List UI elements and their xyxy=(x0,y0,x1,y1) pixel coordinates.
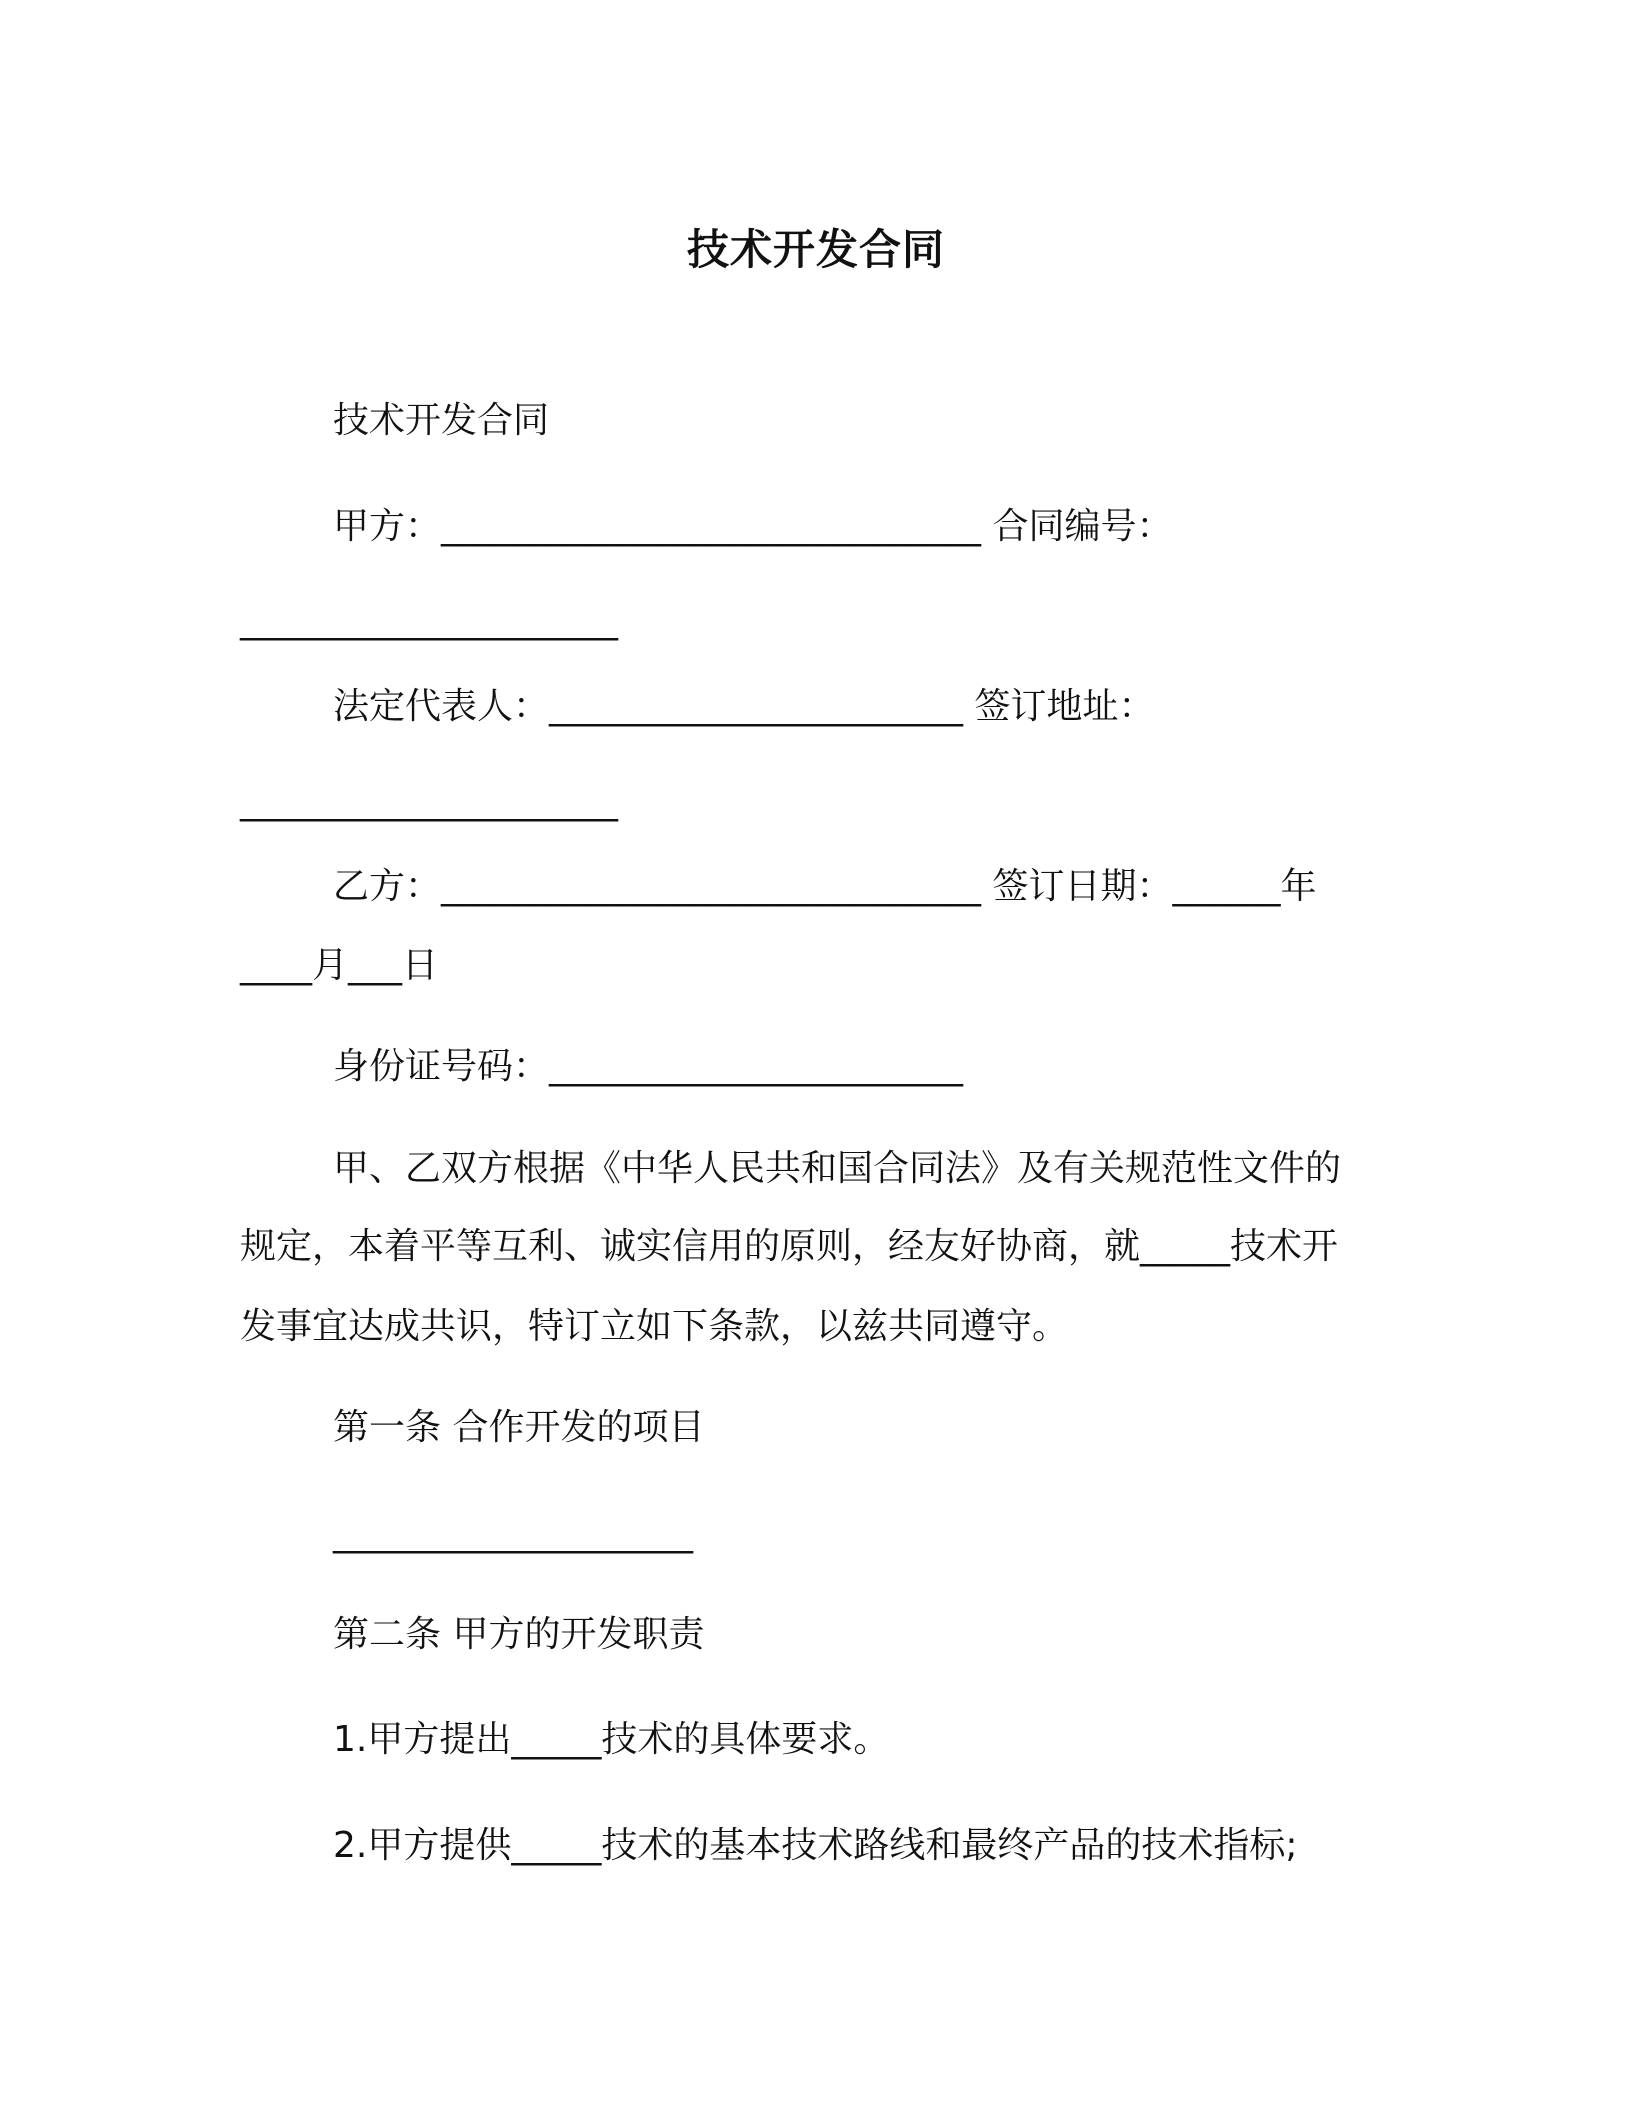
preamble-line-1: 甲、乙双方根据《中华人民共和国合同法》及有关规范性文件的 xyxy=(333,1148,1342,1189)
preamble-line-2: 规定，本着平等互利、诚实信用的原则，经友好协商，就_____技术开 xyxy=(240,1226,1339,1267)
article-1-blank: ____________________ xyxy=(333,1513,693,1554)
article-1-heading: 第一条 合作开发的项目 xyxy=(333,1407,705,1448)
preamble-line-3: 发事宜达成共识，特订立如下条款，以兹共同遵守。 xyxy=(240,1306,1069,1347)
id-number-line: 身份证号码：_______________________ xyxy=(333,1046,964,1087)
document-title: 技术开发合同 xyxy=(686,225,945,274)
signing-date-continued: ____月___日 xyxy=(240,945,439,986)
article-2-item-1: 1.甲方提出_____技术的具体要求。 xyxy=(333,1719,890,1760)
subtitle-line: 技术开发合同 xyxy=(333,400,550,441)
signing-address-blank: _____________________ xyxy=(240,781,618,822)
party-b-line: 乙方：______________________________ 签订日期：______年 xyxy=(333,866,1317,907)
legal-representative-line: 法定代表人：_______________________ 签订地址： xyxy=(333,686,1155,727)
party-a-line: 甲方：______________________________ 合同编号： xyxy=(333,506,1173,547)
contract-number-blank: _____________________ xyxy=(240,600,618,641)
article-2-heading: 第二条 甲方的开发职责 xyxy=(333,1614,705,1655)
article-2-item-2: 2.甲方提供_____技术的基本技术路线和最终产品的技术指标; xyxy=(333,1825,1298,1866)
